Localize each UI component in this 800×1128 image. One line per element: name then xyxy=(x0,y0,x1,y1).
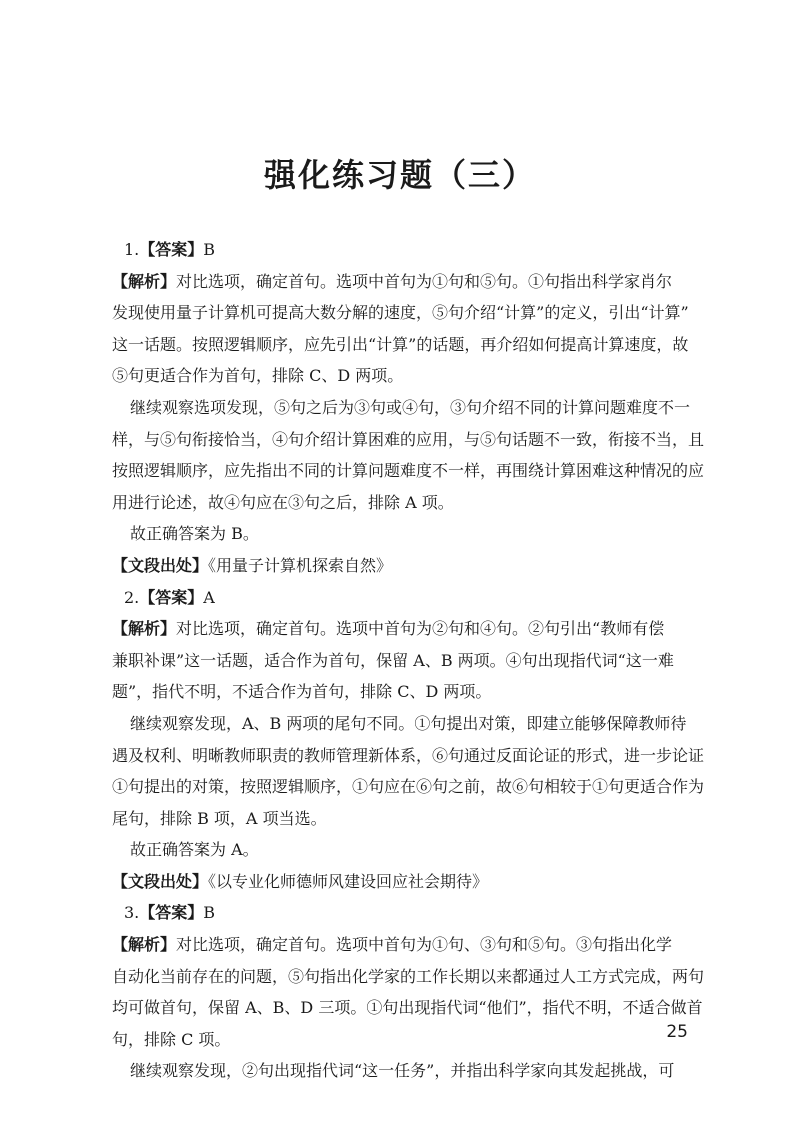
q2-source-label: 【文段出处】 xyxy=(112,871,209,891)
q1-p1-line: 这一话题。按照逻辑顺序，应先引出“计算”的话题，再介绍如何提高计算速度，故 xyxy=(112,334,689,354)
q1-answer: B xyxy=(203,240,216,259)
q3-p1-line: 对比选项，确定首句。选项中首句为①句、③句和⑤句。③句指出化学 xyxy=(176,935,673,955)
q2-p2-line: ①句提出的对策，按照逻辑顺序，①句应在⑥句之前，故⑥句相较于①句更适合作为 xyxy=(112,777,705,797)
q1-answer-label: 【答案】 xyxy=(139,240,204,259)
q3-answer-label: 【答案】 xyxy=(139,903,204,923)
page-title: 强化练习题（三） xyxy=(263,156,536,194)
q1-conclusion: 故正确答案为 B。 xyxy=(130,524,259,544)
q1-p1-line: 对比选项，确定首句。选项中首句为①句和⑤句。①句指出科学家肖尔 xyxy=(176,271,673,291)
document-body xyxy=(112,234,705,1087)
q1-source-label: 【文段出处】 xyxy=(112,555,209,575)
q1-number: 1. xyxy=(124,240,140,259)
q2-p1-line: 兼职补课”这一话题，适合作为首句，保留 A、B 两项。④句出现指代词“这一难 xyxy=(112,650,674,670)
q1-p2-line: 按照逻辑顺序，应先指出不同的计算问题难度不一样，再围绕计算困难这种情况的应 xyxy=(112,461,705,481)
q2-number: 2. xyxy=(124,587,140,607)
q3-p1-line: 句，排除 C 项。 xyxy=(112,1029,231,1049)
q2-explanation-line xyxy=(112,613,692,645)
q1-source: 《用量子计算机探索自然》 xyxy=(208,555,393,575)
q2-answer-label: 【答案】 xyxy=(139,587,204,607)
q3-number: 3. xyxy=(124,903,140,923)
q1-p2-line: 继续观察选项发现，⑤句之后为③句或④句，③句介绍不同的计算问题难度不一 xyxy=(130,397,691,417)
q3-p2-line: 继续观察发现，②句出现指代词“这一任务”，并指出科学家向其发起挑战，可 xyxy=(130,1061,675,1081)
q2-conclusion: 故正确答案为 A。 xyxy=(130,840,259,860)
q2-source: 《以专业化师德师风建设回应社会期待》 xyxy=(208,871,489,891)
q2-p2-line: 遇及权利、明晰教师职责的教师管理新体系，⑥句通过反面论证的形式，进一步论证 xyxy=(112,745,705,765)
q2-answer-line xyxy=(112,582,692,614)
q3-explanation-line xyxy=(112,929,692,961)
q2-p1-line: 题”，指代不明，不适合作为首句，排除 C、D 两项。 xyxy=(112,682,492,702)
q3-p1-line: 均可做首句，保留 A、B、D 三项。①句出现指代词“他们”，指代不明，不适合做首 xyxy=(112,998,703,1018)
q2-answer: A xyxy=(203,587,215,607)
q2-explanation-label: 【解析】 xyxy=(112,619,177,639)
q2-p2-line: 尾句，排除 B 项，A 项当选。 xyxy=(112,808,327,828)
q3-p1-line: 自动化当前存在的问题，⑤句指出化学家的工作长期以来都通过人工方式完成，两句 xyxy=(112,966,705,986)
page-number: 25 xyxy=(666,1022,688,1042)
q3-answer: B xyxy=(203,903,216,923)
q1-explanation-label: 【解析】 xyxy=(112,271,177,291)
q1-p2-line: 样，与⑤句衔接恰当，④句介绍计算困难的应用，与⑤句话题不一致，衔接不当，且 xyxy=(112,429,705,449)
q3-explanation-label: 【解析】 xyxy=(112,935,177,955)
q1-p2-line: 用进行论述，故④句应在③句之后，排除 A 项。 xyxy=(112,492,454,512)
q1-explanation-line xyxy=(112,266,692,298)
q1-p1-line: 发现使用量子计算机可提高大数分解的速度，⑤句介绍“计算”的定义，引出“计算” xyxy=(112,303,689,323)
q2-source-line xyxy=(112,866,692,898)
q1-source-line xyxy=(112,550,692,582)
q2-p1-line: 对比选项，确定首句。选项中首句为②句和④句。②句引出“教师有偿 xyxy=(176,619,665,639)
q2-p2-line: 继续观察发现，A、B 两项的尾句不同。①句提出对策，即建立能够保障教师待 xyxy=(130,713,687,733)
q1-p1-line: ⑤句更适合作为首句，排除 C、D 两项。 xyxy=(112,366,404,386)
q3-answer-line xyxy=(112,897,692,929)
q1-answer-line xyxy=(112,234,692,266)
